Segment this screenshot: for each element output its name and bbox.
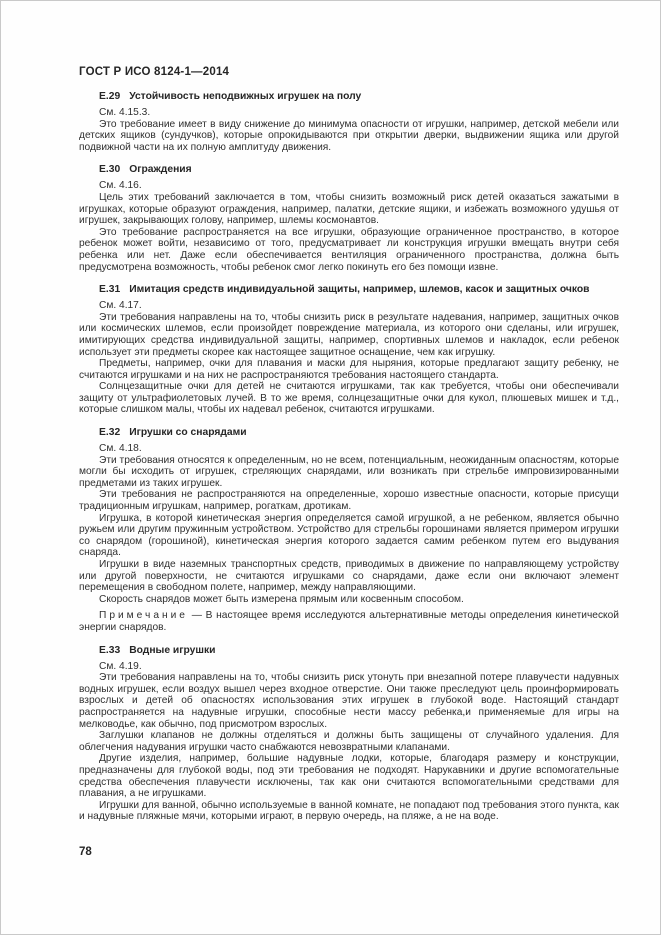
section-title: Игрушки со снарядами (129, 427, 247, 439)
paragraph: Игрушка, в которой кинетическая энергия определяется самой игрушкой, а не ребенком, является обычно ружьем или другим пружинным устройством. Устройство для стрельбы горошинами является примером игрушки со снарядом (горошиной), кинетическая энергия которого задается самим ребенком путем его выдувания снаряда. (79, 512, 619, 559)
see-reference: См. 4.15.3. (99, 107, 151, 118)
paragraph: Это требование имеет в виду снижение до минимума опасности от игрушки, например, детской мебели или детских ящиков (сундучков), которые опрокидываются при открытии дверки, выдвижении ящика или другой подвижной части на их полную амплитуду движения. (79, 118, 619, 153)
paragraph: Другие изделия, например, большие надувные лодки, которые, благодаря размеру и конструкции, предназначены для глубокой воды, под эти требования не подходят. Нарукавники и другие вспомогательные средства обеспечения плавучести исключены, так как они считаются вспомогательными средствами для плавания, а не игрушками. (79, 753, 619, 800)
section-paragraphs (79, 300, 619, 416)
section (79, 645, 619, 823)
section-title: Устойчивость неподвижных игрушек на полу (129, 91, 362, 102)
paragraph: Игрушки в виде наземных транспортных средств, приводимых в движение по направляющему устройству или другой поверхности, не считаются игрушками со снарядами, даже если они включают элемент перемещения в свободном полете, например, между направляющими. (79, 559, 619, 594)
section-paragraphs (79, 661, 619, 823)
section-paragraphs (79, 180, 619, 273)
section-number: Е.32 (99, 427, 121, 439)
paragraph: Игрушки для ванной, обычно используемые в ванной комнате, не попадают под требования этого пункта, как и надувные пляжные мячи, которыми играют, в первую очередь, на пляже, а не на воде. (79, 799, 619, 823)
section-title: Водные игрушки (129, 644, 216, 656)
paragraph: Это требование распространяется на все игрушки, образующие ограниченное пространство, в которое ребенок может войти, независимо от того, предусматривает ли конструкция игрушки вмещать внутри себя ребенка или нет. Даже если обеспечивается вентиляция ограниченного пространства, должна быть предусмотрена возможность, чтобы ребенок смог легко покинуть его без помощи извне. (79, 226, 619, 273)
section (79, 91, 619, 153)
section-paragraphs (79, 443, 619, 634)
section (79, 164, 619, 273)
section-heading (79, 91, 619, 102)
paragraph: Эти требования относятся к определенным, но не всем, потенциальным, неожиданным опасностям, которые могли бы исходить от игрушек, стреляющих снарядами, или возникать при стрельбе импровизированными предметами из таких игрушек. (79, 454, 619, 489)
paragraph: Эти требования не распространяются на определенные, хорошо известные опасности, которые присущи традиционным игрушкам, например, рогаткам, дротикам. (79, 489, 619, 513)
section-number: Е.31 (99, 284, 121, 296)
paragraph: Солнцезащитные очки для детей не считаются игрушками, так как требуется, чтобы они обеспечивали защиту от ультрафиолетовых лучей. В то же время, солнцезащитные очки для кукол, плюшевых мишек и т.д., которые слишком малы, чтобы их надевал ребенок, считаются игрушками. (79, 381, 619, 416)
paragraph: Скорость снарядов может быть измерена прямым или косвенным способом. (99, 593, 464, 605)
see-reference: См. 4.17. (99, 300, 142, 312)
note (79, 610, 619, 633)
page-content (79, 66, 619, 823)
sections (79, 91, 619, 823)
see-reference: См. 4.19. (99, 660, 142, 672)
note-label: Примечание (99, 610, 188, 622)
section-heading (79, 284, 619, 295)
doc-code-header: ГОСТ Р ИСО 8124-1—2014 (79, 66, 230, 78)
section (79, 284, 619, 416)
paragraph: Эти требования направлены на то, чтобы снизить риск утонуть при внезапной потере плавучести надувных водных игрушек, если воздух вышел через входное отверстие. Они также преследуют цель проинформировать взрослых и детей об опасностях использования этих игрушек в глубокой воде. Настоящий стандарт распространяется на надувные игрушки, способные нести массу ребенка,и применяемые для игры на мелководье, как обычно, под присмотром взрослых. (79, 672, 619, 730)
section-number: Е.30 (99, 164, 121, 176)
section-number: Е.29 (99, 91, 121, 102)
section-title: Имитация средств индивидуальной защиты, например, шлемов, касок и защитных очков (129, 284, 590, 296)
section-number: Е.33 (99, 644, 121, 656)
section-title: Ограждения (129, 164, 192, 176)
paragraph: Предметы, например, очки для плавания и маски для ныряния, которые предлагают защиту ребенку, не считаются игрушками и на них не распространяются требования настоящего стандарта. (79, 358, 619, 381)
section-paragraphs (79, 107, 619, 153)
page-number: 78 (79, 846, 92, 858)
section-heading (79, 645, 619, 656)
section-heading (79, 164, 619, 175)
paragraph: Цель этих требований заключается в том, чтобы снизить возможный риск детей оказаться зажатыми в игрушках, которые образуют ограждения, например, палатки, детские ящики, и избежать возможного удушья от игрушек, закрывающих голову, например, шлемы космонавтов. (79, 191, 619, 227)
paragraph: Заглушки клапанов не должны отделяться и должны быть защищены от случайного удаления. Для облегчения надувания игрушки часто снабжаются невозвратными клапанами. (79, 730, 619, 753)
paragraph: Эти требования направлены на то, чтобы снизить риск в результате надевания, например, защитных очков или космических шлемов, если произойдет повреждение материала, из которого они сделаны, или игрушек, имитирующих средства индивидуальной защиты, например, спортивных шлемов и накладок, если ребенок использует эти предметы скорее как настоящее защитное оснащение, чем как игрушку. (79, 311, 619, 358)
section (79, 427, 619, 634)
see-reference: См. 4.18. (99, 443, 142, 455)
note-text: — В настоящее время исследуются альтернативные методы определения кинетической энергии снарядов. (79, 610, 619, 633)
see-reference: См. 4.16. (99, 180, 142, 192)
section-heading (79, 427, 619, 438)
